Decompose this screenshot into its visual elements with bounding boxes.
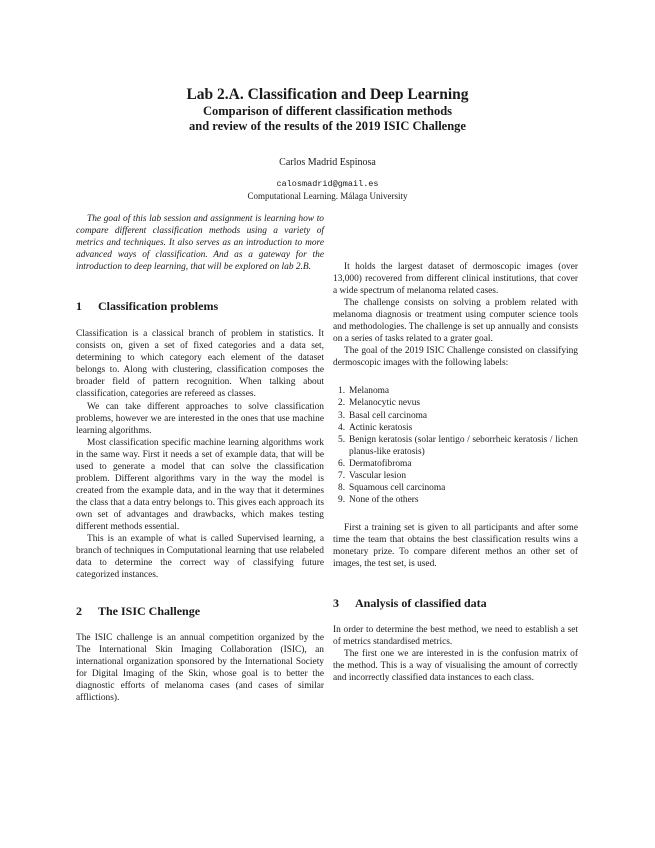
subtitle-line-1: Comparison of different classification methods xyxy=(202,104,453,118)
paper-subtitle xyxy=(0,104,655,133)
section-number: 2 xyxy=(76,604,82,619)
list-item: 2. Melanocytic nevus xyxy=(338,398,421,409)
section-number: 1 xyxy=(76,299,82,314)
column-continuation-space xyxy=(333,213,578,261)
list-item: 7. Vascular lesion xyxy=(338,470,407,481)
paragraph: Classification is a classical branch of problem in statistics. It consists on, given a set of fixed categories and a data set, determining to which category each element of the dataset belongs to. Along with clustering, classification composes the broader field of pattern recognition. When talking about classification, categories are refereed as classes. xyxy=(76,329,324,400)
section-title: Classification problems xyxy=(98,299,219,314)
section-number: 3 xyxy=(333,596,339,611)
paragraph: First a training set is given to all participants and after some time the team that obtains the best classification results wins a monetary prize. To compare diferent methos an other set of images, the test set, is used. xyxy=(333,522,578,570)
author-name: Carlos Madrid Espinosa xyxy=(279,157,376,168)
right-column xyxy=(333,213,578,684)
section-3-heading xyxy=(333,596,578,610)
list-item: 1. Melanoma xyxy=(338,386,390,397)
paragraph: We can take different approaches to solve classification problems, however we are interested in the ones that use machine learning algorithms. xyxy=(76,401,324,436)
list-item: 3. Basal cell carcinoma xyxy=(338,410,428,421)
paragraph: The first one we are interested in is the confusion matrix of the method. This is a way of visualising the amount of correctly and incorrectly classified data instances to each class. xyxy=(333,649,578,684)
author-affiliation: Computational Learning. Málaga University xyxy=(247,191,408,201)
paragraph: In order to determine the best method, we need to establish a set of metrics standardised metrics. xyxy=(333,625,578,648)
paragraph: This is an example of what is called Supervised learning, a branch of techniques in Computational learning that use relabeled data to determine the correct way of classifying future categorized instances. xyxy=(76,534,324,581)
list-item: 5. Benign keratosis (solar lentigo / seborrheic keratosis / lichen planus-like eratosis) xyxy=(338,434,578,457)
list-item: 8. Squamous cell carcinoma xyxy=(338,482,446,493)
paragraph: The goal of the 2019 ISIC Challenge consisted on classifying dermoscopic images with the following labels: xyxy=(333,346,578,369)
list-item: 6. Dermatofibroma xyxy=(338,458,412,469)
paragraph: Most classification specific machine learning algorithms work in the same way. First it needs a set of example data, that will be used to generate a model that can solve the classification problem. Different algorithms vary in the way the model is created from the example data, and in the way that it determines the class that a data entry belongs to. This gives each approach its own set of advantages and drawbacks, which makes testing different methods essential. xyxy=(76,437,324,532)
author-email[interactable]: calosmadrid@gmail.es xyxy=(276,179,379,189)
section-title: Analysis of classified data xyxy=(355,596,487,611)
section-2-heading xyxy=(76,604,324,618)
list-item: 4. Actinic keratosis xyxy=(338,422,413,433)
paragraph: It holds the largest dataset of dermoscopic images (over 13,000) recovered from different clinical institutions, that cover a wide spectrum of melanoma related cases. xyxy=(333,262,578,297)
paragraph: The challenge consists on solving a problem related with melanoma diagnosis or treatment using computer science tools and methodologies. The challenge is set up annually and consists on a series of tasks related to a grater goal. xyxy=(333,298,578,345)
paper-title: Lab 2.A. Classification and Deep Learning xyxy=(186,86,469,103)
abstract: The goal of this lab session and assignment is learning how to compare different classification methods using a variety of metrics and techniques. It also serves as an introduction to more advanced ways of classification. And as a gateway for the introduction to deep learning, that will be explored on lab 2.B. xyxy=(76,214,324,273)
section-title: The ISIC Challenge xyxy=(98,604,201,619)
left-column xyxy=(76,213,324,705)
subtitle-line-2: and review of the results of the 2019 ISIC Challenge xyxy=(189,118,466,133)
paragraph: The ISIC challenge is an annual competition organized by the The International Skin Imaging Collaboration (ISIC), an international organization sponsored by the International Society for Digital Imaging of the Skin, whose goal is to better the diagnostic efforts of melanoma cases (and cases of similar afflictions). xyxy=(76,633,324,704)
label-list xyxy=(333,385,578,505)
list-item: 9. None of the others xyxy=(338,494,419,505)
section-1-heading xyxy=(76,299,324,313)
